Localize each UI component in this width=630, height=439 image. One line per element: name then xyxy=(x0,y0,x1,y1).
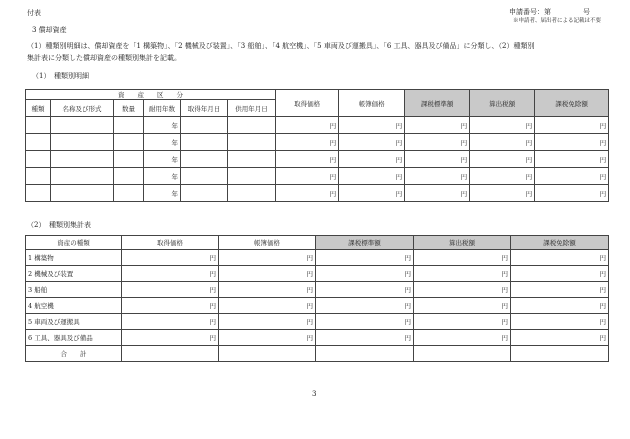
section-description-line1: （1）種類別明細は、償却資産を「1 構築物」、「2 機械及び装置」、「3 船舶」、「4 航空機」、「5 車両及び運搬具」、「6 工具、器具及び備品」に分類し、（2）種類別 xyxy=(27,42,535,50)
useful-life-cell[interactable]: 年 xyxy=(144,185,181,202)
amount-cell[interactable] xyxy=(316,346,414,362)
detail-cell[interactable] xyxy=(26,151,51,168)
col-taxable-amount: 課税標準額 xyxy=(316,236,414,250)
detail-cell[interactable] xyxy=(181,134,228,151)
table-row xyxy=(26,117,609,134)
total-label: 合 計 xyxy=(26,346,122,362)
application-number-suffix: 号 xyxy=(583,8,590,16)
amount-cell[interactable]: 円 xyxy=(316,250,414,266)
amount-cell[interactable]: 円 xyxy=(316,282,414,298)
amount-cell[interactable]: 円 xyxy=(219,298,316,314)
detail-cell[interactable] xyxy=(181,117,228,134)
amount-cell[interactable] xyxy=(219,346,316,362)
asset-type-label: 2 機械及び装置 xyxy=(26,266,122,282)
amount-cell[interactable]: 円 xyxy=(316,266,414,282)
amount-cell[interactable]: 円 xyxy=(316,314,414,330)
amount-cell[interactable]: 円 xyxy=(405,185,470,202)
amount-cell[interactable]: 円 xyxy=(535,185,609,202)
amount-cell[interactable]: 円 xyxy=(219,282,316,298)
useful-life-cell[interactable]: 年 xyxy=(144,134,181,151)
table-row xyxy=(26,298,609,314)
summary-table xyxy=(25,235,609,362)
col-calculated-tax: 算出税額 xyxy=(414,236,511,250)
amount-cell[interactable] xyxy=(414,346,511,362)
amount-cell[interactable]: 円 xyxy=(470,151,535,168)
amount-cell[interactable]: 円 xyxy=(339,117,405,134)
detail-cell[interactable] xyxy=(181,185,228,202)
amount-cell[interactable]: 円 xyxy=(511,282,609,298)
amount-cell[interactable]: 円 xyxy=(122,298,219,314)
amount-cell[interactable]: 円 xyxy=(122,250,219,266)
amount-cell[interactable]: 円 xyxy=(470,168,535,185)
col-acquisition-price: 取得価格 xyxy=(276,90,339,117)
amount-cell[interactable]: 円 xyxy=(219,250,316,266)
detail-cell[interactable] xyxy=(228,168,276,185)
amount-cell[interactable]: 円 xyxy=(511,266,609,282)
detail-cell[interactable] xyxy=(228,117,276,134)
amount-cell[interactable]: 円 xyxy=(339,185,405,202)
amount-cell[interactable]: 円 xyxy=(511,330,609,346)
amount-cell[interactable] xyxy=(122,346,219,362)
amount-cell[interactable]: 円 xyxy=(339,151,405,168)
amount-cell[interactable]: 円 xyxy=(414,266,511,282)
amount-cell[interactable]: 円 xyxy=(276,168,339,185)
detail-cell[interactable] xyxy=(26,185,51,202)
application-number-label: 申請番号：第 xyxy=(509,8,551,16)
col-taxable-amount: 課税標準額 xyxy=(405,90,470,117)
amount-cell[interactable]: 円 xyxy=(276,151,339,168)
amount-cell[interactable]: 円 xyxy=(339,168,405,185)
detail-cell[interactable] xyxy=(26,117,51,134)
total-row xyxy=(26,346,609,362)
amount-cell[interactable]: 円 xyxy=(414,298,511,314)
useful-life-cell[interactable]: 年 xyxy=(144,117,181,134)
amount-cell[interactable]: 円 xyxy=(122,314,219,330)
detail-cell[interactable] xyxy=(114,168,144,185)
amount-cell[interactable]: 円 xyxy=(122,266,219,282)
detail-cell[interactable] xyxy=(228,185,276,202)
table1-title: （1） 種類別明細 xyxy=(32,72,89,80)
amount-cell[interactable]: 円 xyxy=(405,168,470,185)
asset-type-label: 3 船舶 xyxy=(26,282,122,298)
table-row xyxy=(26,330,609,346)
detail-cell[interactable] xyxy=(51,151,114,168)
table-row xyxy=(26,185,609,202)
amount-cell[interactable]: 円 xyxy=(470,117,535,134)
detail-cell[interactable] xyxy=(26,168,51,185)
amount-cell[interactable]: 円 xyxy=(535,117,609,134)
section-title: 3 償却資産 xyxy=(32,26,67,34)
col-service-date: 供用年月日 xyxy=(228,100,276,117)
asset-type-label: 5 車両及び運搬具 xyxy=(26,314,122,330)
amount-cell[interactable]: 円 xyxy=(405,134,470,151)
table-row xyxy=(26,250,609,266)
detail-cell[interactable] xyxy=(181,168,228,185)
col-book-value: 帳簿価格 xyxy=(219,236,316,250)
detail-cell[interactable] xyxy=(114,185,144,202)
detail-table xyxy=(25,89,609,202)
col-book-value: 帳簿価格 xyxy=(339,90,405,117)
amount-cell[interactable]: 円 xyxy=(405,151,470,168)
amount-cell[interactable]: 円 xyxy=(276,134,339,151)
asset-type-label: 4 航空機 xyxy=(26,298,122,314)
detail-cell[interactable] xyxy=(228,134,276,151)
amount-cell[interactable]: 円 xyxy=(219,314,316,330)
detail-cell[interactable] xyxy=(51,117,114,134)
section-description-line2: 集計表に分類した償却資産の種類別集計を記載。 xyxy=(27,54,181,62)
col-acquisition-date: 取得年月日 xyxy=(181,100,228,117)
col-tax-exemption: 課税免除額 xyxy=(511,236,609,250)
amount-cell[interactable]: 円 xyxy=(414,250,511,266)
amount-cell[interactable]: 円 xyxy=(219,330,316,346)
table-row xyxy=(26,168,609,185)
table-row xyxy=(26,314,609,330)
amount-cell[interactable]: 円 xyxy=(414,282,511,298)
detail-cell[interactable] xyxy=(114,134,144,151)
col-acquisition-price: 取得価格 xyxy=(122,236,219,250)
detail-cell[interactable] xyxy=(51,134,114,151)
col-useful-life: 耐用年数 xyxy=(144,100,181,117)
asset-category-header: 資 産 区 分 xyxy=(26,90,276,100)
col-name-model: 名称及び形式 xyxy=(51,100,114,117)
table-row xyxy=(26,282,609,298)
detail-cell[interactable] xyxy=(26,134,51,151)
table-row xyxy=(26,266,609,282)
amount-cell[interactable]: 円 xyxy=(219,266,316,282)
page-number: 3 xyxy=(312,390,317,398)
amount-cell[interactable]: 円 xyxy=(276,185,339,202)
col-calculated-tax: 算出税額 xyxy=(470,90,535,117)
detail-cell[interactable] xyxy=(114,117,144,134)
amount-cell[interactable]: 円 xyxy=(122,282,219,298)
detail-cell[interactable] xyxy=(114,151,144,168)
asset-type-label: 1 構築物 xyxy=(26,250,122,266)
amount-cell[interactable]: 円 xyxy=(470,185,535,202)
table2-title: （2） 種類別集計表 xyxy=(27,221,91,229)
table-row xyxy=(26,151,609,168)
amount-cell[interactable]: 円 xyxy=(414,330,511,346)
detail-cell[interactable] xyxy=(228,151,276,168)
amount-cell[interactable]: 円 xyxy=(316,298,414,314)
amount-cell[interactable]: 円 xyxy=(511,314,609,330)
detail-cell[interactable] xyxy=(51,168,114,185)
detail-cell[interactable] xyxy=(181,151,228,168)
admin-note: ※申請者、届出者による記載は不要 xyxy=(513,18,602,24)
col-tax-exemption: 課税免除額 xyxy=(535,90,609,117)
amount-cell[interactable]: 円 xyxy=(276,117,339,134)
detail-cell[interactable] xyxy=(51,185,114,202)
amount-cell[interactable]: 円 xyxy=(405,117,470,134)
col-quantity: 数量 xyxy=(114,100,144,117)
amount-cell[interactable]: 円 xyxy=(470,134,535,151)
amount-cell[interactable] xyxy=(511,346,609,362)
useful-life-cell[interactable]: 年 xyxy=(144,168,181,185)
table-row xyxy=(26,134,609,151)
useful-life-cell[interactable]: 年 xyxy=(144,151,181,168)
amount-cell[interactable]: 円 xyxy=(511,298,609,314)
amount-cell[interactable]: 円 xyxy=(535,151,609,168)
col-type: 種類 xyxy=(26,100,51,117)
amount-cell[interactable]: 円 xyxy=(535,134,609,151)
amount-cell[interactable]: 円 xyxy=(535,168,609,185)
attachment-label: 付表 xyxy=(27,9,41,17)
amount-cell[interactable]: 円 xyxy=(414,314,511,330)
amount-cell[interactable]: 円 xyxy=(316,330,414,346)
amount-cell[interactable]: 円 xyxy=(339,134,405,151)
col-asset-type: 資産の種類 xyxy=(26,236,122,250)
amount-cell[interactable]: 円 xyxy=(511,250,609,266)
asset-type-label: 6 工具、器具及び備品 xyxy=(26,330,122,346)
amount-cell[interactable]: 円 xyxy=(122,330,219,346)
